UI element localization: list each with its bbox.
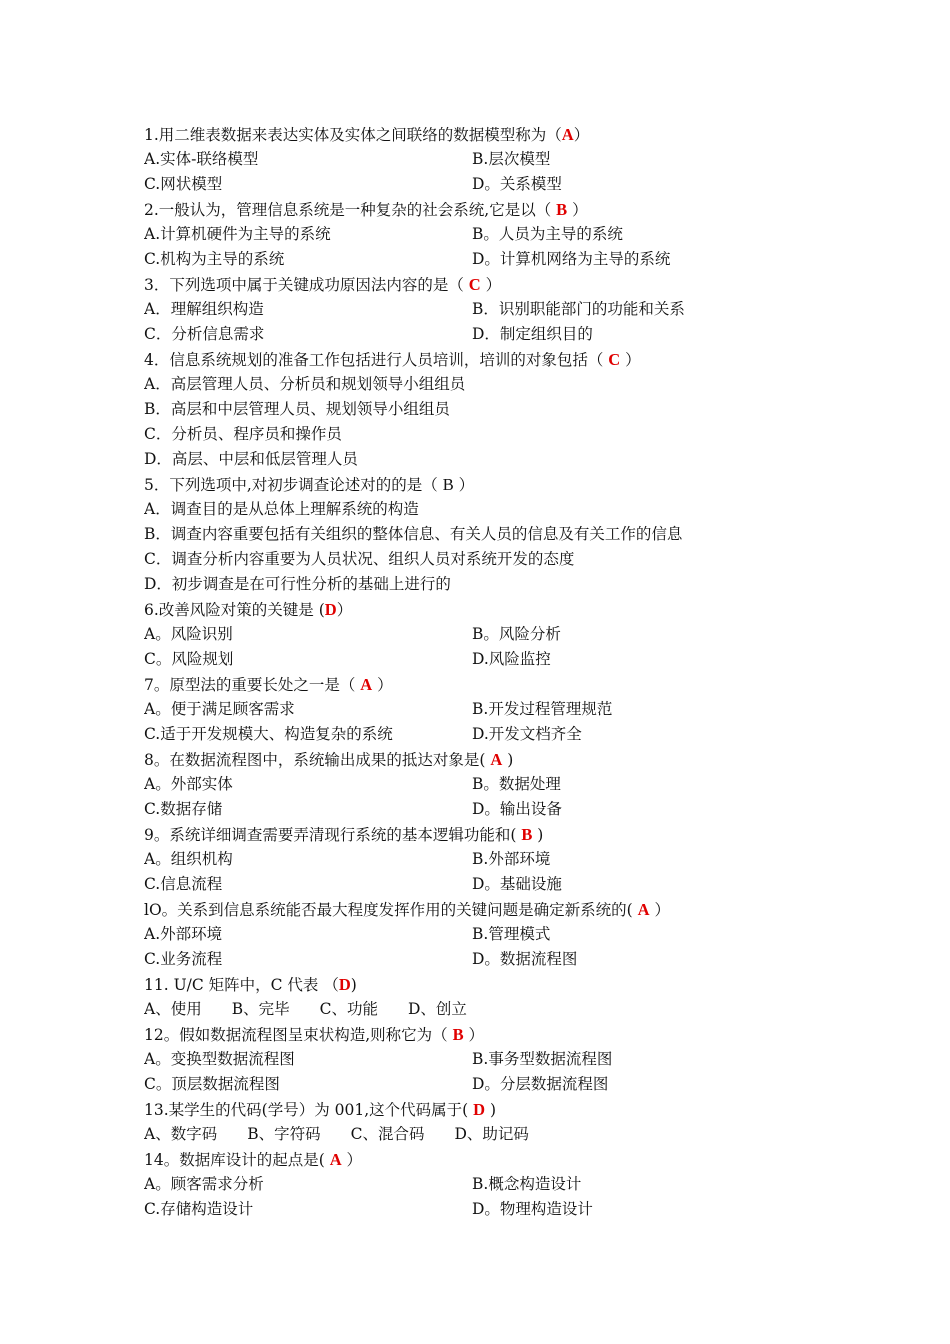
option-row — [144, 1172, 864, 1197]
question-stem-q7 — [144, 672, 864, 697]
answer-letter: A — [561, 125, 574, 144]
option: C、混合码 — [350, 1125, 425, 1143]
option-row — [144, 297, 864, 322]
option: C。顶层数据流程图 — [144, 1075, 280, 1093]
question-text: 14。数据库设计的起点是( — [144, 1151, 330, 1169]
answer-letter: C — [608, 350, 621, 369]
option: C．分析员、程序员和操作员 — [144, 425, 342, 443]
answer-letter: A — [329, 1150, 342, 1169]
answer-letter: D — [338, 975, 351, 994]
question-stem-q12 — [144, 1022, 864, 1047]
option: B、完毕 — [231, 1000, 290, 1018]
question-text: 8。在数据流程图中，系统输出成果的抵达对象是( — [144, 751, 491, 769]
option-row — [144, 722, 864, 747]
document-body — [144, 122, 864, 1222]
option: A。便于满足顾客需求 — [144, 700, 295, 718]
question-stem-q8 — [144, 747, 864, 772]
option-row — [144, 222, 864, 247]
option: B.概念构造设计 — [472, 1175, 582, 1193]
question-text-end: ） — [620, 351, 641, 369]
option: D。基础设施 — [472, 875, 562, 893]
question-text-end: ） — [453, 476, 475, 494]
question-text-end: ） — [372, 676, 393, 694]
question-text-end: ） — [336, 601, 353, 619]
question-text: 2.一般认为，管理信息系统是一种复杂的社会系统,它是以（ — [144, 201, 557, 219]
option: A。风险识别 — [144, 625, 233, 643]
option: D。关系模型 — [472, 175, 562, 193]
option-row — [144, 147, 864, 172]
option-row — [144, 172, 864, 197]
option: C.信息流程 — [144, 875, 223, 893]
answer-letter: B — [442, 475, 454, 494]
option: A、数字码 — [144, 1125, 218, 1143]
option: A。变换型数据流程图 — [144, 1050, 295, 1068]
option: D。输出设备 — [472, 800, 562, 818]
option: C.数据存储 — [144, 800, 223, 818]
question-text: 11. U/C 矩阵中，C 代表 （ — [144, 976, 339, 994]
option: B.外部环境 — [472, 850, 551, 868]
question-stem-q13 — [144, 1097, 864, 1122]
option: A。外部实体 — [144, 775, 233, 793]
answer-letter: C — [468, 275, 481, 294]
option: A。组织机构 — [144, 850, 233, 868]
question-text-end: ） — [341, 1151, 363, 1169]
question-text: 7。原型法的重要长处之一是（ — [144, 676, 361, 694]
option-row — [144, 697, 864, 722]
question-stem-q5 — [144, 472, 864, 497]
option: B。数据处理 — [472, 775, 561, 793]
option-row — [144, 947, 864, 972]
option: B。风险分析 — [472, 625, 561, 643]
answer-letter: A — [490, 750, 503, 769]
option: C．分析信息需求 — [144, 325, 265, 343]
question-text: 4．信息系统规划的准备工作包括进行人员培训，培训的对象包括（ — [144, 351, 609, 369]
question-stem-q3 — [144, 272, 864, 297]
question-text: 5．下列选项中,对初步调查论述对的的是（ — [144, 476, 443, 494]
question-text-end: ） — [573, 126, 590, 144]
option: A.实体-联络模型 — [144, 150, 259, 168]
question-text-end: ) — [350, 976, 357, 994]
option-row — [144, 1197, 864, 1222]
option: B．调查内容重要包括有关组织的整体信息、有关人员的信息及有关工作的信息 — [144, 525, 683, 543]
question-text-end: ） — [463, 1026, 485, 1044]
option: D、创立 — [407, 1000, 467, 1018]
answer-letter: D — [324, 600, 337, 619]
question-text-end: ) — [532, 826, 544, 844]
option: C.机构为主导的系统 — [144, 250, 285, 268]
option: C.网状模型 — [144, 175, 223, 193]
question-stem-q6 — [144, 597, 864, 622]
answer-letter: B — [452, 1025, 464, 1044]
option: D.开发文档齐全 — [472, 725, 582, 743]
question-stem-q4 — [144, 347, 864, 372]
answer-letter: B — [556, 200, 568, 219]
answer-letter: A — [360, 675, 373, 694]
option: D．制定组织目的 — [472, 325, 593, 343]
option: A．高层管理人员、分析员和规划领导小组组员 — [144, 375, 466, 393]
option-row — [144, 1072, 864, 1097]
option-row — [144, 872, 864, 897]
option: B.事务型数据流程图 — [472, 1050, 613, 1068]
answer-letter: A — [637, 900, 650, 919]
option: B.层次模型 — [472, 150, 551, 168]
option: C．调查分析内容重要为人员状况、组织人员对系统开发的态度 — [144, 550, 575, 568]
option-row — [144, 322, 864, 347]
option-row — [144, 922, 864, 947]
question-text: 1.用二维表数据来表达实体及实体之间联络的数据模型称为（ — [144, 126, 562, 144]
option: A。顾客需求分析 — [144, 1175, 264, 1193]
option: D。数据流程图 — [472, 950, 578, 968]
option: D．初步调查是在可行性分析的基础上进行的 — [144, 575, 451, 593]
option-row — [144, 1047, 864, 1072]
option-row — [144, 1122, 864, 1147]
option: A．调查目的是从总体上理解系统的构造 — [144, 500, 419, 518]
option-row — [144, 772, 864, 797]
option: B。人员为主导的系统 — [472, 225, 623, 243]
option: C.适于开发规模大、构造复杂的系统 — [144, 725, 393, 743]
question-text: 3．下列选项中属于关键成功原因法内容的是（ — [144, 276, 469, 294]
question-stem-q1 — [144, 122, 864, 147]
question-text-end: ） — [567, 201, 588, 219]
question-text-end: ) — [502, 751, 514, 769]
option: D、助记码 — [454, 1125, 529, 1143]
option: B.管理模式 — [472, 925, 551, 943]
option: D。分层数据流程图 — [472, 1075, 609, 1093]
question-text: 9。系统详细调查需要弄清现行系统的基本逻辑功能和( — [144, 826, 522, 844]
option: B、字符码 — [247, 1125, 321, 1143]
option-row — [144, 797, 864, 822]
question-stem-q11 — [144, 972, 864, 997]
option: A.计算机硬件为主导的系统 — [144, 225, 331, 243]
question-text: 12。假如数据流程图呈束状构造,则称它为（ — [144, 1026, 453, 1044]
option-row — [144, 847, 864, 872]
question-text-end: ) — [485, 1101, 497, 1119]
option-row — [144, 247, 864, 272]
option: C.存储构造设计 — [144, 1200, 254, 1218]
option-row — [144, 622, 864, 647]
option: D.风险监控 — [472, 650, 551, 668]
option-row — [144, 997, 864, 1022]
question-stem-q2 — [144, 197, 864, 222]
option: D。计算机网络为主导的系统 — [472, 250, 671, 268]
option: B．高层和中层管理人员、规划领导小组组员 — [144, 400, 450, 418]
question-stem-q9 — [144, 822, 864, 847]
question-stem-q10 — [144, 897, 864, 922]
question-text-end: ） — [480, 276, 502, 294]
question-text: 13.某学生的代码(学号）为 001,这个代码属于( — [144, 1101, 474, 1119]
option: D。物理构造设计 — [472, 1200, 593, 1218]
question-text: 6.改善风险对策的关键是 ( — [144, 601, 325, 619]
option: A.外部环境 — [144, 925, 223, 943]
question-text-end: ） — [649, 901, 671, 919]
answer-letter: D — [473, 1100, 486, 1119]
question-text: lO。关系到信息系统能否最大程度发挥作用的关键问题是确定新系统的( — [144, 901, 638, 919]
option: C。风险规划 — [144, 650, 234, 668]
question-stem-q14 — [144, 1147, 864, 1172]
option-row — [144, 647, 864, 672]
option: A．理解组织构造 — [144, 300, 264, 318]
option: D．高层、中层和低层管理人员 — [144, 450, 358, 468]
option: C、功能 — [319, 1000, 378, 1018]
option: C.业务流程 — [144, 950, 223, 968]
option: B．识别职能部门的功能和关系 — [472, 300, 685, 318]
answer-letter: B — [521, 825, 533, 844]
option: B.开发过程管理规范 — [472, 700, 613, 718]
option: A、使用 — [144, 1000, 202, 1018]
